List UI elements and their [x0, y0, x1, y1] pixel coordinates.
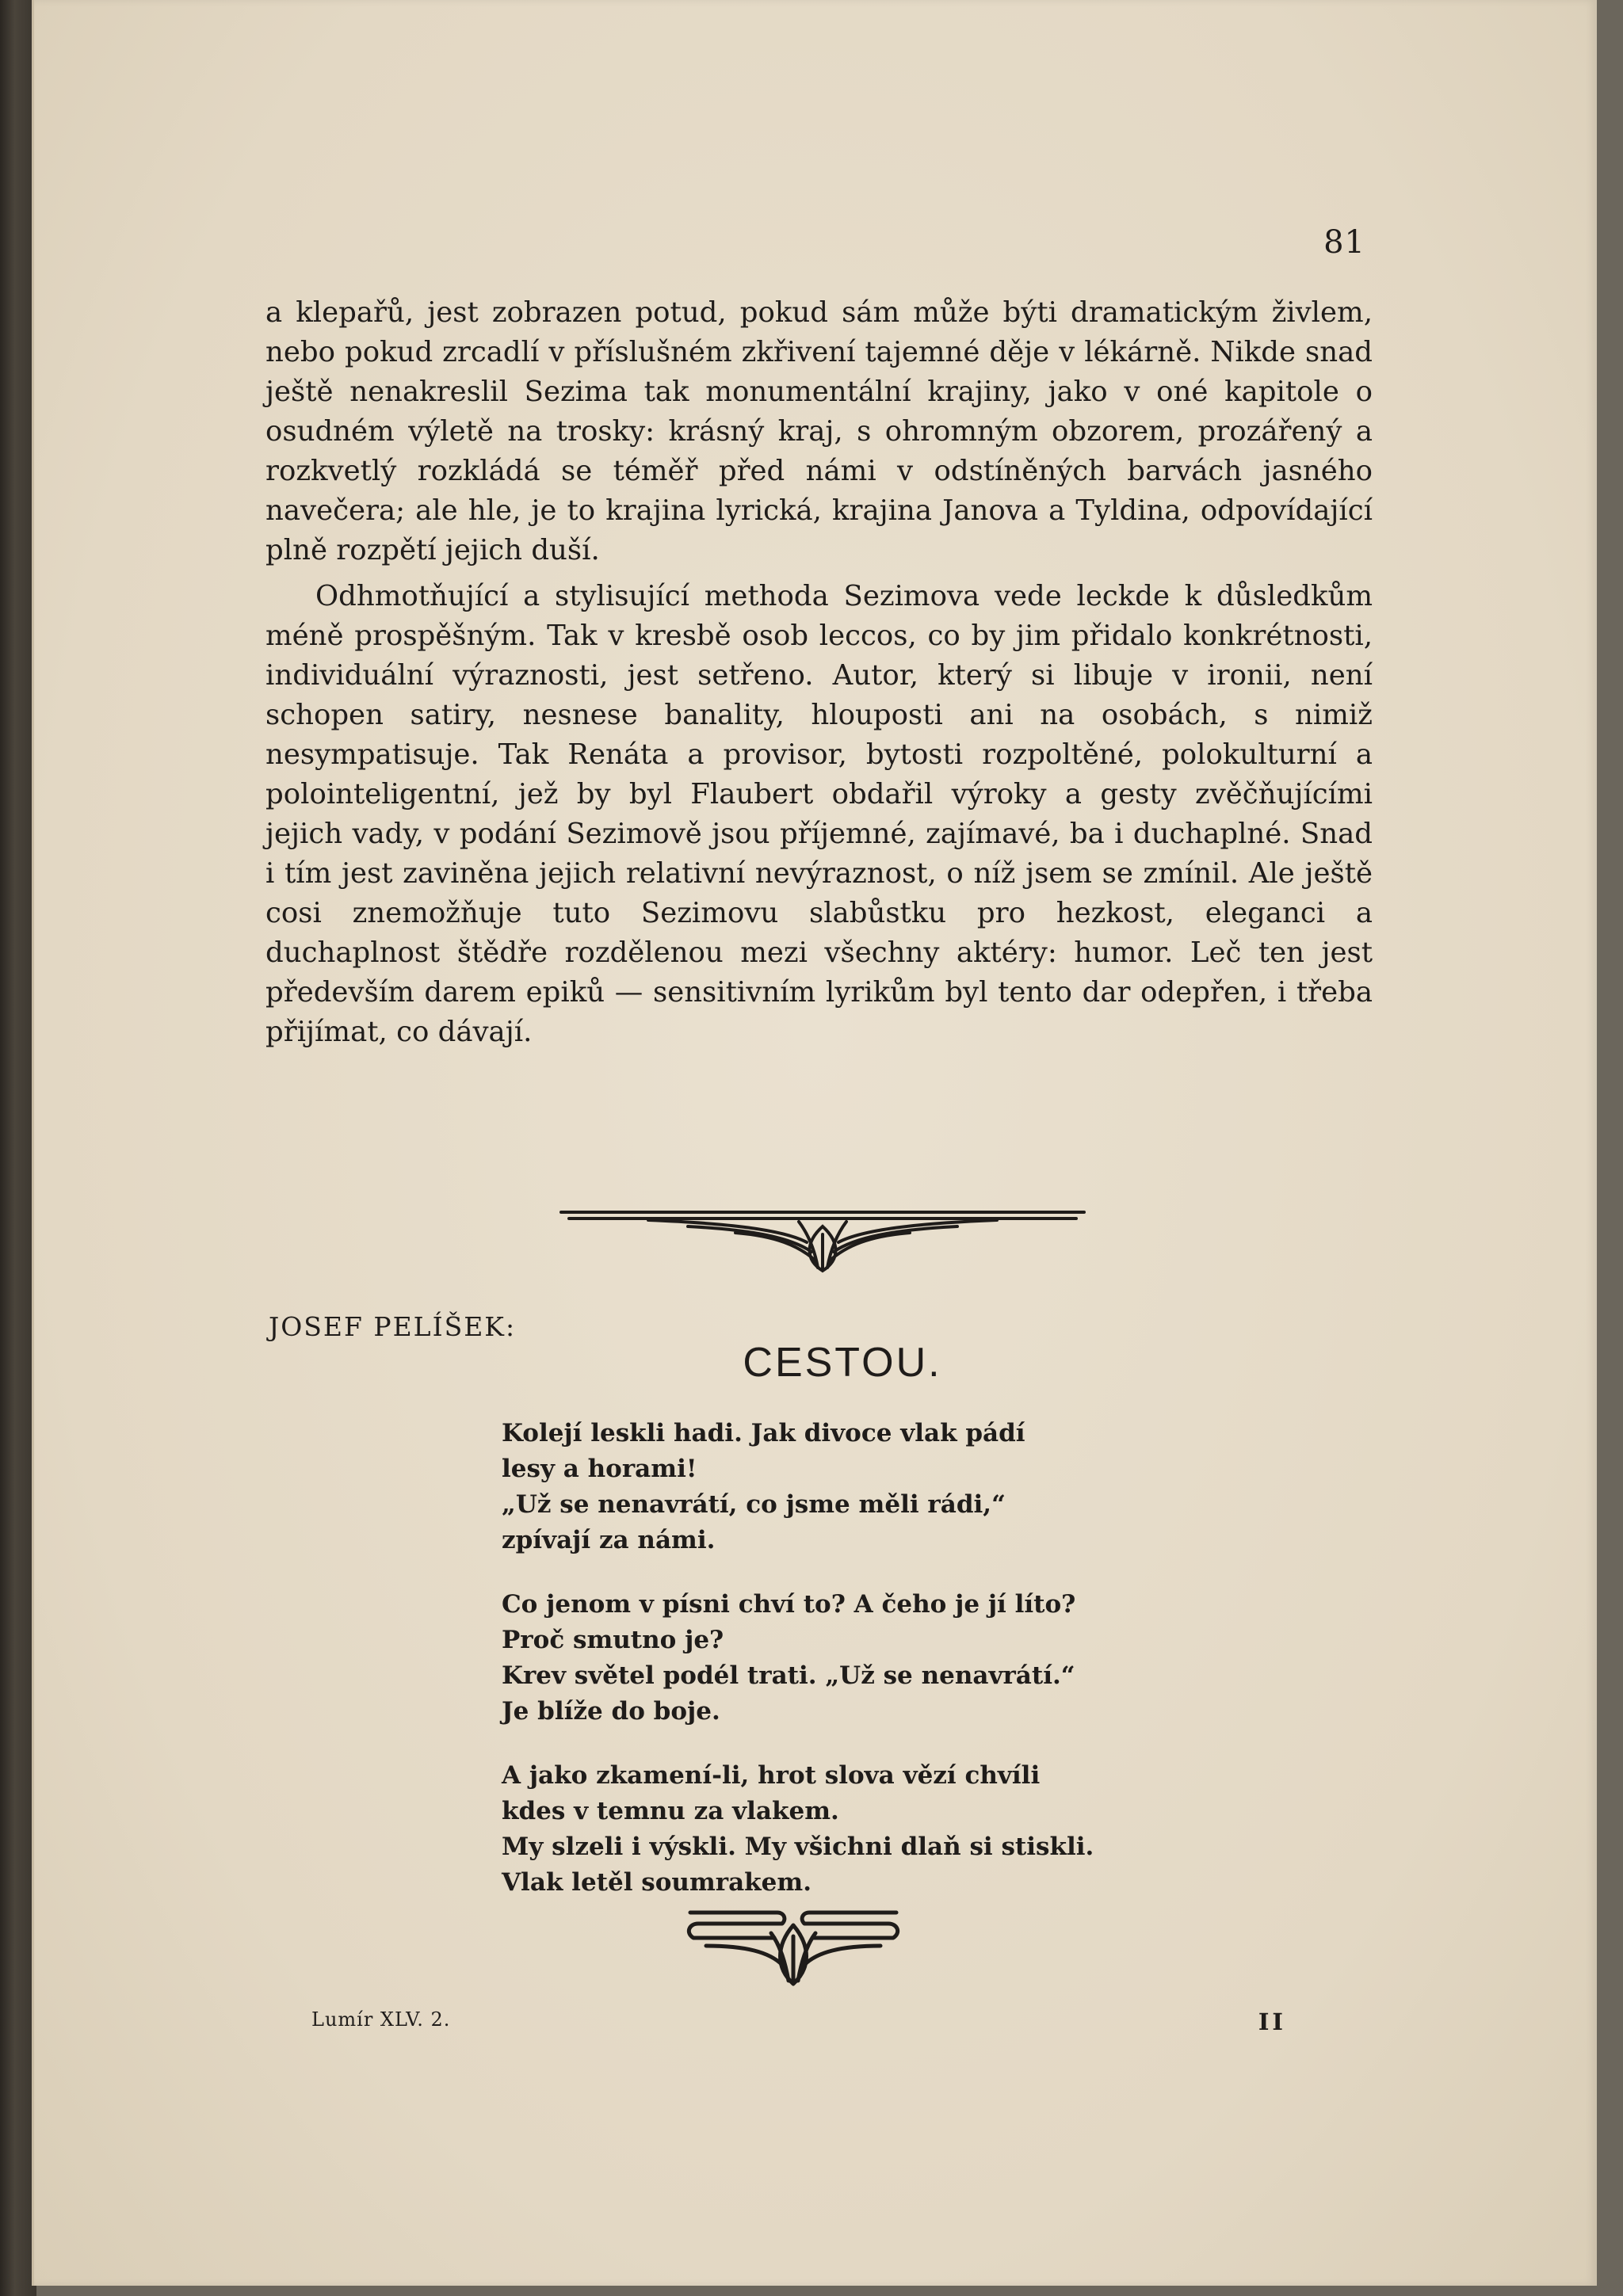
verse-line: lesy a horami!	[502, 1455, 697, 1483]
stanza	[502, 1416, 1294, 1558]
verse-line: zpívají za námi.	[502, 1526, 716, 1554]
verse-line: Proč smutno je?	[502, 1626, 724, 1654]
paragraph: a klepařů, jest zobrazen potud, pokud sám může býti dramatickým živlem, nebo pokud zrcadlí v příslušném zkřivení tajemné děje v lékárně. Nikde snad ještě nenakreslil Sezima tak monumentální krajiny, jako v oné kapitole o osudném výletě na trosky: krásný kraj, s ohromným obzorem, prozářený a rozkvetlý rozkládá se téměř před námi v odstíněných barvách jasného navečera; ale hle, je to krajina lyrická, krajina Janova a Tyldina, odpovídající plně rozpětí jejich duší.	[265, 296, 1373, 566]
sheet-number: II	[1258, 2008, 1286, 2035]
verse-line: A jako zkamení-li, hrot slova vězí chvíli	[502, 1761, 1041, 1790]
verse-line: kdes v temnu za vlakem.	[502, 1797, 839, 1825]
footer-signature: Lumír XLV. 2.	[311, 2008, 451, 2031]
poem-author: JOSEF PELÍŠEK:	[269, 1311, 517, 1342]
essay-text	[265, 293, 1373, 1052]
divider-ornament-icon	[553, 1203, 1092, 1274]
book-page	[32, 0, 1597, 2286]
end-ornament-icon	[682, 1901, 904, 1989]
verse-line: Je blíže do boje.	[502, 1697, 720, 1726]
verse-line: My slzeli i výskli. My všichni dlaň si stiskli.	[502, 1833, 1094, 1861]
verse-line: Krev světel podél trati. „Už se nenavrátí.“	[502, 1661, 1075, 1690]
verse-line: Vlak letěl soumrakem.	[502, 1868, 812, 1897]
paragraph: Odhmotňující a stylisující methoda Sezimova vede leckde k důsledkům méně prospěšným. Tak v kresbě osob leccos, co by jim přidalo konkrétnosti, individuální výraznosti, jest setřeno. Autor, který si libuje v ironii, není schopen satiry, nesnese banality, hlouposti ani na osobách, s nimiž nesympatisuje. Tak Renáta a provisor, bytosti rozpoltěné, polokulturní a polointeligentní, jež by byl Flaubert obdařil výroky a gesty zvěčňujícími jejich vady, v podání Sezimově jsou příjemné, zajímavé, ba i duchaplné. Snad i tím jest zaviněna jejich relativní nevýraznost, o níž jsem se zmínil. Ale ještě cosi znemožňuje tuto Sezimovu slabůstku pro hezkost, eleganci a duchaplnost štědře rozdělenou mezi všechny aktéry: humor. Leč ten jest především darem epiků — sensitivním lyrikům byl tento dar odepřen, i třeba přijímat, co dávají.	[265, 580, 1373, 1048]
poem-title: CESTOU.	[743, 1340, 942, 1386]
verse-line: Co jenom v písni chví to? A čeho je jí líto?	[502, 1590, 1076, 1619]
verse-line: „Už se nenavrátí, co jsme měli rádi,“	[502, 1490, 1006, 1519]
stanza	[502, 1758, 1294, 1901]
poem-body	[502, 1416, 1294, 1929]
page-number: 81	[1323, 224, 1365, 261]
verse-line: Kolejí leskli hadi. Jak divoce vlak pádí	[502, 1419, 1025, 1447]
stanza	[502, 1587, 1294, 1730]
